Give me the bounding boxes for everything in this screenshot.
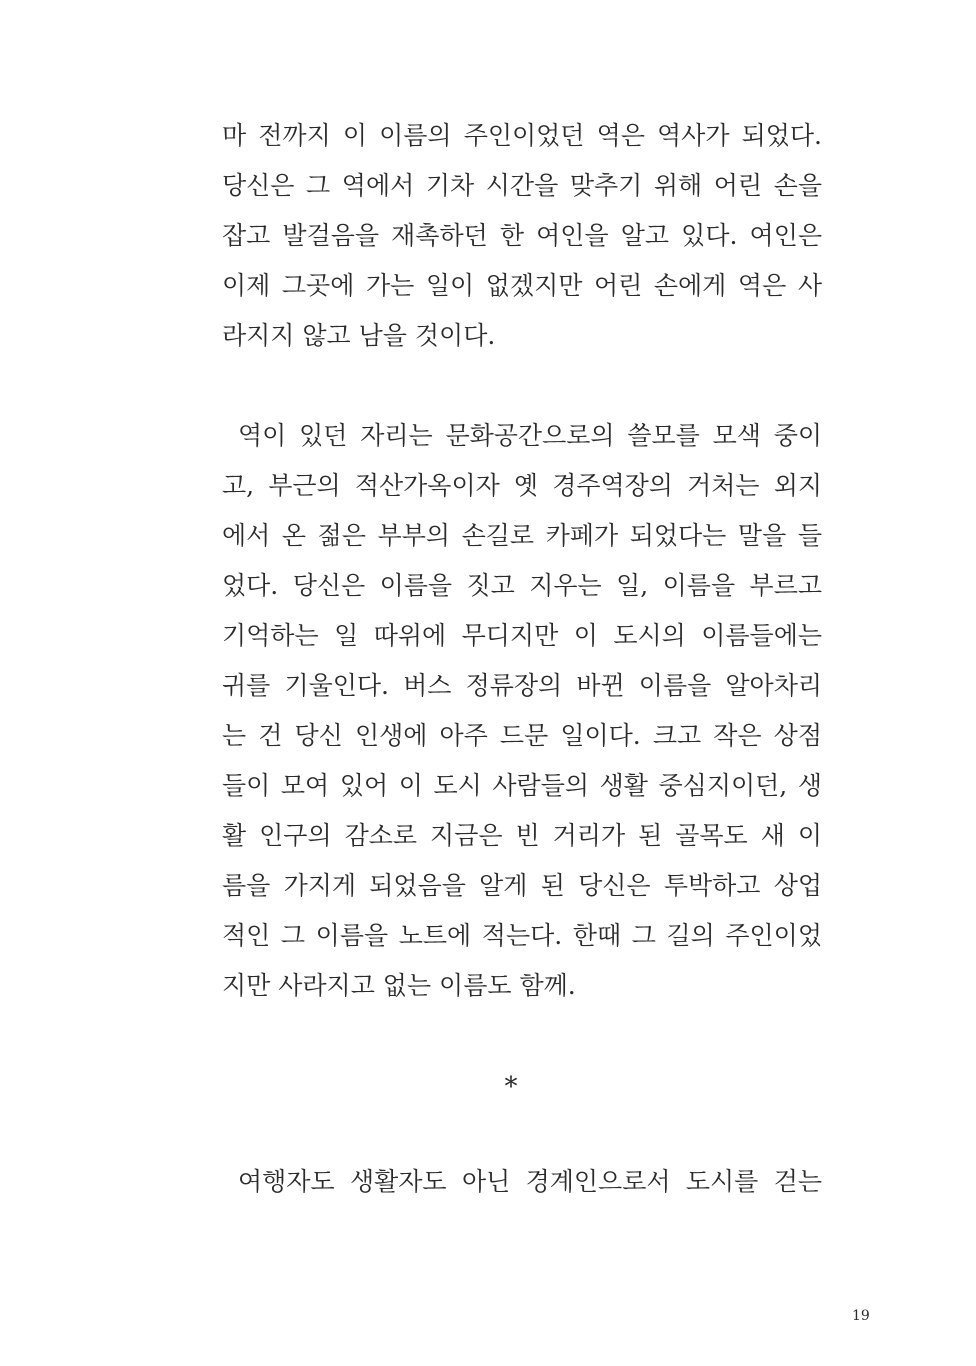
text-line: 적인 그 이름을 노트에 적는다. 한때 그 길의 주인이었 xyxy=(222,921,822,950)
text-line: 라지지 않고 남을 것이다. xyxy=(222,321,496,350)
paragraph-3 xyxy=(222,1157,822,1207)
text-line: 잡고 발걸음을 재촉하던 한 여인을 알고 있다. 여인은 xyxy=(222,221,822,250)
text-line: 이제 그곳에 가는 일이 없겠지만 어린 손에게 역은 사 xyxy=(222,271,822,300)
text-line: 역이 있던 자리는 문화공간으로의 쓸모를 모색 중이 xyxy=(238,421,822,450)
text-line: 여행자도 생활자도 아닌 경계인으로서 도시를 걷는 xyxy=(238,1167,822,1196)
text-line: 지만 사라지고 없는 이름도 함께. xyxy=(222,971,576,1000)
text-line: 당신은 그 역에서 기차 시간을 맞추기 위해 어린 손을 xyxy=(222,171,822,200)
text-line: 귀를 기울인다. 버스 정류장의 바뀐 이름을 알아차리 xyxy=(222,671,822,700)
text-line: 고, 부근의 적산가옥이자 옛 경주역장의 거처는 외지 xyxy=(222,471,822,500)
text-line: 에서 온 젊은 부부의 손길로 카페가 되었다는 말을 들 xyxy=(222,521,822,550)
paragraph-2 xyxy=(222,411,822,1011)
text-line: 마 전까지 이 이름의 주인이었던 역은 역사가 되었다. xyxy=(222,121,822,150)
section-separator: * xyxy=(504,1072,518,1102)
text-line: 기억하는 일 따위에 무디지만 이 도시의 이름들에는 xyxy=(222,621,822,650)
text-line: 름을 가지게 되었음을 알게 된 당신은 투박하고 상업 xyxy=(222,871,822,900)
text-line: 활 인구의 감소로 지금은 빈 거리가 된 골목도 새 이 xyxy=(222,821,822,850)
text-line: 들이 모여 있어 이 도시 사람들의 생활 중심지이던, 생 xyxy=(222,771,822,800)
paragraph-1 xyxy=(222,111,822,361)
text-line: 는 건 당신 인생에 아주 드문 일이다. 크고 작은 상점 xyxy=(222,721,822,750)
text-line: 었다. 당신은 이름을 짓고 지우는 일, 이름을 부르고 xyxy=(222,571,822,600)
page-number: 19 xyxy=(852,1308,870,1324)
